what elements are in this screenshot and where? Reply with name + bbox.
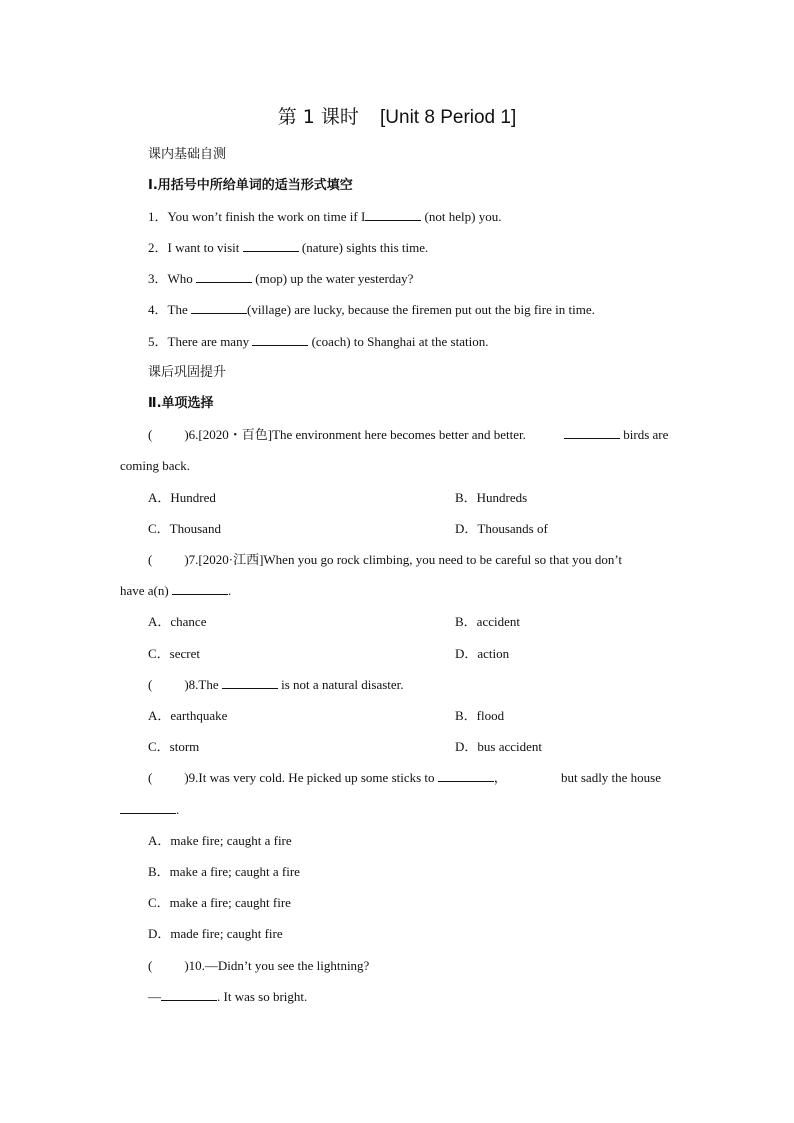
option-b[interactable]: B．make a fire; caught a fire [148, 864, 300, 879]
answer-blank[interactable] [172, 582, 228, 595]
answer-blank[interactable] [564, 426, 620, 439]
question-text: )9.It was very cold. He picked up some sticks to [184, 770, 438, 785]
question-6-blank [564, 426, 668, 444]
answer-paren-open: ( [148, 427, 153, 442]
question-text: (mop) up the water yesterday? [252, 271, 414, 286]
question-text: is not a natural disaster. [277, 677, 404, 692]
question-text: . [176, 802, 180, 817]
option-d[interactable]: D．made fire; caught fire [148, 926, 283, 941]
unit-label: [Unit 8 Period 1] [380, 107, 517, 128]
question-10 [148, 957, 369, 975]
option-c[interactable]: C．storm [148, 739, 200, 754]
question-2 [148, 239, 428, 257]
question-number: 4． [148, 302, 168, 317]
question-text: (not help) you. [421, 209, 502, 224]
question-text: birds are [620, 427, 669, 442]
lesson-label: 第 1 课时 [277, 106, 359, 128]
option-d[interactable]: D．Thousands of [455, 521, 548, 536]
question-10-reply [148, 988, 307, 1006]
option-a[interactable]: A．make fire; caught a fire [148, 833, 292, 848]
answer-blank[interactable] [438, 769, 494, 782]
answer-blank[interactable] [222, 676, 278, 689]
question-3 [148, 270, 413, 288]
section-heading-in-class: 课内基础自测 [148, 147, 227, 162]
question-text: (nature) sights this time. [298, 240, 429, 255]
question-text: . [227, 583, 232, 598]
question-text: )6.[2020・百色]The environment here becomes better and better. [184, 427, 526, 442]
question-text: I want to visit [167, 240, 243, 255]
answer-blank[interactable] [365, 208, 421, 221]
question-number: 3． [148, 271, 168, 286]
option-d[interactable]: D．action [455, 646, 510, 661]
answer-blank[interactable] [252, 333, 308, 346]
question-text: )8.The [184, 677, 222, 692]
question-number: 5． [148, 334, 168, 349]
option-a[interactable]: A．Hundred [148, 490, 216, 505]
question-number: 2． [148, 240, 168, 255]
question-5 [148, 333, 488, 351]
dash: — [148, 989, 161, 1004]
question-text: You won’t finish the work on time if I [167, 209, 366, 224]
question-9-cont [120, 801, 179, 819]
answer-blank[interactable] [243, 239, 299, 252]
part2-heading: Ⅱ.单项选择 [148, 396, 214, 411]
answer-paren-open: ( [148, 552, 153, 567]
question-1 [148, 208, 501, 226]
question-9 [148, 769, 507, 787]
answer-blank[interactable] [120, 801, 176, 814]
option-c[interactable]: C．make a fire; caught fire [148, 895, 291, 910]
part1-heading: Ⅰ.用括号中所给单词的适当形式填空 [148, 178, 353, 193]
option-b[interactable]: B．Hundreds [455, 490, 528, 505]
question-text: Who [167, 271, 197, 286]
question-text: The [167, 302, 191, 317]
option-a[interactable]: A．chance [148, 614, 207, 629]
option-c[interactable]: C．secret [148, 646, 200, 661]
option-b[interactable]: B．flood [455, 708, 505, 723]
answer-blank[interactable] [191, 301, 247, 314]
answer-paren-open: ( [148, 677, 153, 692]
question-7-cont [120, 582, 231, 600]
question-6-cont: coming back. [120, 458, 191, 473]
option-b[interactable]: B．accident [455, 614, 520, 629]
question-9-tail: but sadly the house [561, 770, 662, 785]
answer-paren-open: ( [148, 958, 153, 973]
question-text: (coach) to Shanghai at the station. [308, 334, 489, 349]
question-number: 1． [148, 209, 168, 224]
answer-blank[interactable] [196, 270, 252, 283]
question-text: )7.[2020·江西]When you go rock climbing, you need to be careful so that you don’t [184, 552, 623, 567]
question-text: (village) are lucky, because the firemen put out the big fire in time. [246, 302, 595, 317]
question-7 [148, 551, 622, 569]
answer-paren-open: ( [148, 770, 153, 785]
page-title [0, 104, 794, 131]
question-text: There are many [167, 334, 253, 349]
question-text: )10.—Didn’t you see the lightning? [184, 958, 370, 973]
section-heading-after-class: 课后巩固提升 [148, 365, 227, 380]
answer-blank[interactable] [161, 988, 217, 1001]
question-text: . It was so bright. [217, 989, 308, 1004]
option-c[interactable]: C．Thousand [148, 521, 221, 536]
question-8 [148, 676, 404, 694]
question-text: have a(n) [120, 583, 172, 598]
question-4 [148, 301, 595, 319]
question-6 [148, 426, 526, 444]
option-d[interactable]: D．bus accident [455, 739, 543, 754]
question-text: ， [493, 770, 507, 785]
option-a[interactable]: A．earthquake [148, 708, 228, 723]
